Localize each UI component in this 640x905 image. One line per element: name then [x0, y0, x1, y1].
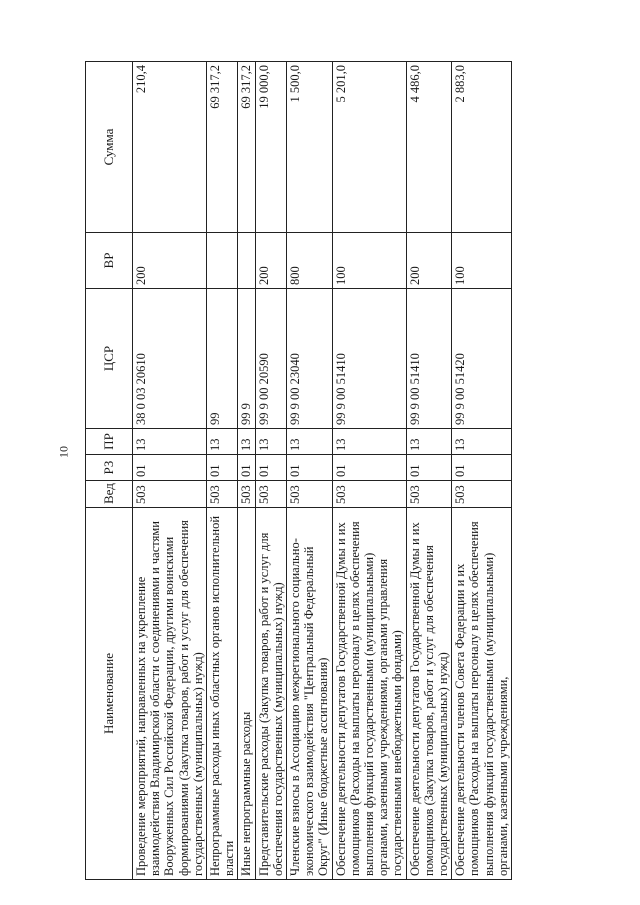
cell-ved: 503 — [332, 481, 406, 508]
cell-vr: 200 — [133, 233, 207, 289]
cell-rz: 01 — [287, 455, 333, 481]
cell-name: Непрограммные расходы иных областных органов исполнительной власти — [207, 508, 238, 880]
cell-vr: 200 — [406, 233, 452, 289]
cell-vr — [207, 233, 238, 289]
header-pr: ПР — [86, 429, 133, 455]
cell-rz: 01 — [133, 455, 207, 481]
header-vr: ВР — [86, 233, 133, 289]
cell-pr: 13 — [287, 429, 333, 455]
cell-vr: 800 — [287, 233, 333, 289]
cell-sum: 2 883,0 — [452, 62, 512, 233]
cell-sum: 4 486,0 — [406, 62, 452, 233]
cell-ved: 503 — [238, 481, 255, 508]
cell-csr: 99 9 — [238, 289, 255, 429]
cell-csr: 99 9 00 51410 — [332, 289, 406, 429]
budget-table — [85, 61, 512, 880]
cell-rz: 01 — [207, 455, 238, 481]
page-number: 10 — [56, 446, 71, 458]
table-row — [207, 62, 238, 880]
cell-pr: 13 — [207, 429, 238, 455]
cell-rz: 01 — [255, 455, 286, 481]
cell-rz: 01 — [452, 455, 512, 481]
table-row — [287, 62, 333, 880]
table-row — [255, 62, 286, 880]
cell-pr: 13 — [406, 429, 452, 455]
cell-name: Членские взносы в Ассоциацию межрегионального социально-экономического взаимодействия "Центральный Федеральный Округ" (Иные бюджетные ассигнования) — [287, 508, 333, 880]
cell-pr: 13 — [255, 429, 286, 455]
cell-csr: 99 9 00 23040 — [287, 289, 333, 429]
cell-name: Иные непрограммные расходы — [238, 508, 255, 880]
cell-rz: 01 — [332, 455, 406, 481]
cell-name: Представительские расходы (Закупка товаров, работ и услуг для обеспечения государственных (муниципальных) нужд) — [255, 508, 286, 880]
cell-rz: 01 — [406, 455, 452, 481]
rotated-page-content — [85, 60, 605, 880]
cell-ved: 503 — [207, 481, 238, 508]
cell-csr: 99 9 00 51410 — [406, 289, 452, 429]
cell-ved: 503 — [255, 481, 286, 508]
table-row — [406, 62, 452, 880]
header-rz: РЗ — [86, 455, 133, 481]
header-csr: ЦСР — [86, 289, 133, 429]
cell-pr: 13 — [332, 429, 406, 455]
table-row — [238, 62, 255, 880]
cell-pr: 13 — [452, 429, 512, 455]
cell-sum: 69 317,2 — [207, 62, 238, 233]
table-row — [332, 62, 406, 880]
cell-rz: 01 — [238, 455, 255, 481]
cell-csr: 99 9 00 51420 — [452, 289, 512, 429]
cell-vr — [238, 233, 255, 289]
cell-sum: 210,4 — [133, 62, 207, 233]
table-row — [133, 62, 207, 880]
cell-vr: 100 — [332, 233, 406, 289]
header-sum: Сумма — [86, 62, 133, 233]
cell-ved: 503 — [133, 481, 207, 508]
cell-ved: 503 — [452, 481, 512, 508]
cell-sum: 19 000,0 — [255, 62, 286, 233]
cell-name: Обеспечение деятельности депутатов Государственной Думы и их помощников (Закупка товаров, работ и услуг для обеспечения государственных (муниципальных) нужд) — [406, 508, 452, 880]
cell-ved: 503 — [287, 481, 333, 508]
cell-vr: 100 — [452, 233, 512, 289]
cell-csr: 99 9 00 20590 — [255, 289, 286, 429]
cell-sum: 69 317,2 — [238, 62, 255, 233]
table-header-row — [86, 62, 133, 880]
header-ved: Вед — [86, 481, 133, 508]
cell-csr: 99 — [207, 289, 238, 429]
cell-name: Обеспечение деятельности депутатов Государственной Думы и их помощников (Расходы на выплаты персоналу в целях обеспечения выполнения функций государственными (муниципальными) органами, казенными учреждениями, органами управления государственными внебюджетными фондами) — [332, 508, 406, 880]
header-name: Наименование — [86, 508, 133, 880]
cell-vr: 200 — [255, 233, 286, 289]
cell-ved: 503 — [406, 481, 452, 508]
cell-pr: 13 — [238, 429, 255, 455]
cell-csr: 38 0 03 20610 — [133, 289, 207, 429]
cell-name: Обеспечение деятельности членов Совета Федерации и их помощников (Расходы на выплаты персоналу в целях обеспечения выполнения функций государственными (муниципальными) органами, казенными учреждениями, — [452, 508, 512, 880]
table-row — [452, 62, 512, 880]
cell-name: Проведение мероприятий, направленных на укрепление взаимодействия Владимирской области с соединениями и частями Вооруженных Сил Российской Федерации, другими воинскими формированиями (Закупка товаров, работ и услуг для обеспечения государственных (муниципальных) нужд) — [133, 508, 207, 880]
cell-sum: 1 500,0 — [287, 62, 333, 233]
cell-sum: 5 201,0 — [332, 62, 406, 233]
cell-pr: 13 — [133, 429, 207, 455]
